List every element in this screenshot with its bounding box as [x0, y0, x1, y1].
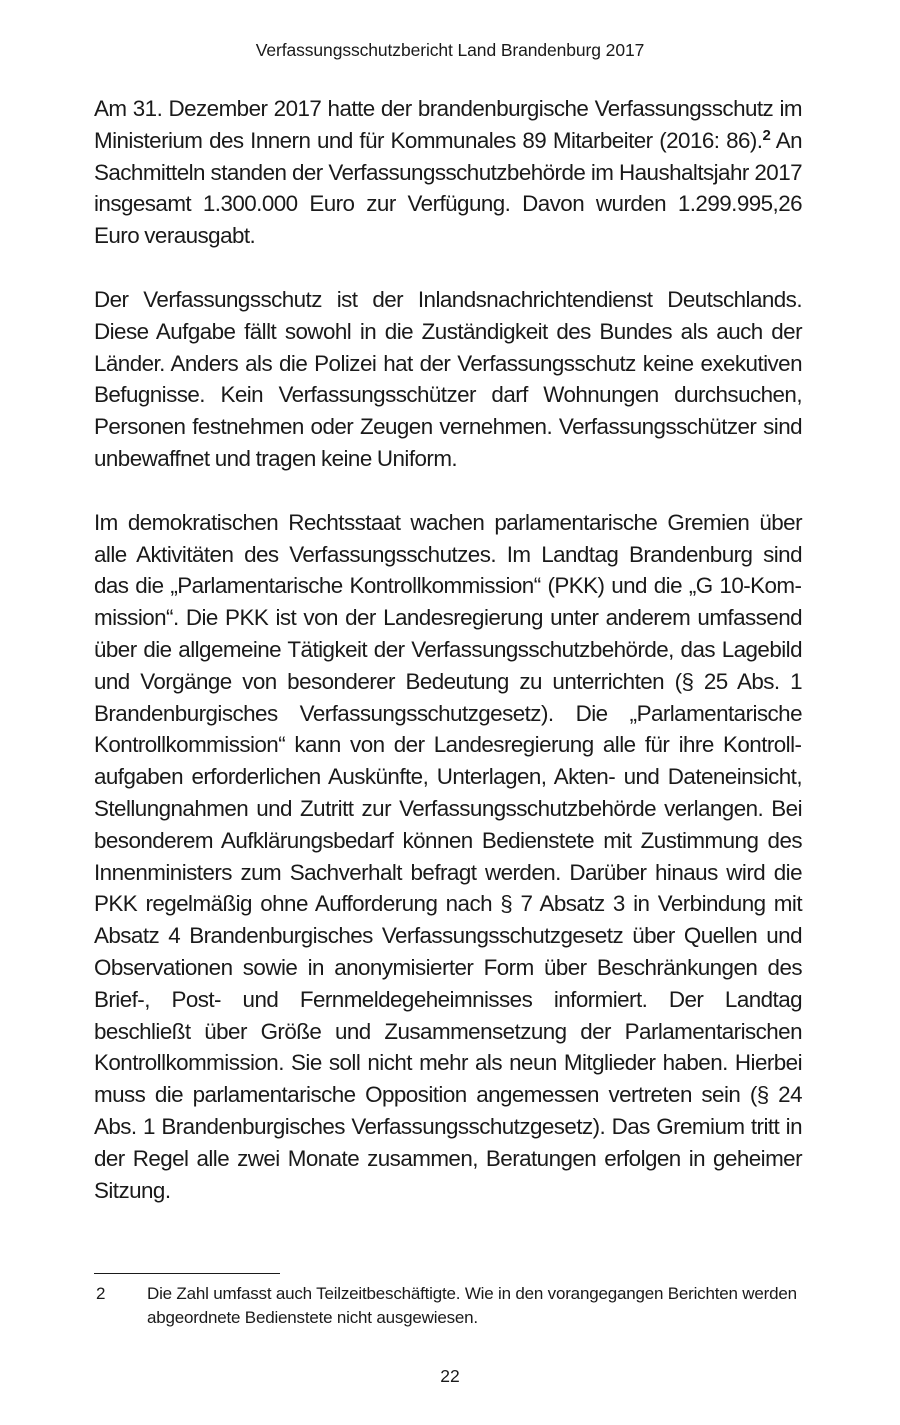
paragraph-staff-budget-text-end: An Sachmitteln standen der Verfassungsschutzbehörde im Haushaltsjahr 2017 insgesamt 1.300.000 Euro zur Verfügung. Davon wurden 1.299.995,26 Euro verausgabt.	[94, 127, 802, 249]
paragraph-staff-budget	[94, 93, 802, 252]
paragraph-parliamentary-control: Im demokratischen Rechtsstaat wachen parlamentarische Gremien über alle Aktivitäten des Verfassungsschutzes. Im Landtag Brandenburg sind das die „Parlamentarische Kontrollkommission“ (PKK) und die „G 10-Kommission“. Die PKK ist von der Landesregierung unter anderem umfassend über die allgemeine Tätigkeit der Verfassungsschutzbehörde, das Lagebild und Vorgänge von besonderer Bedeutung zu unterrichten (§ 25 Abs. 1 Brandenburgisches Verfassungsschutzgesetz). Die „Parlamentarische Kontrollkommission“ kann von der Landesregierung alle für ihre Kontrollaufgaben erforderlichen Auskünfte, Unterlagen, Akten- und Dateneinsicht, Stellungnahmen und Zutritt zur Verfassungsschutzbehörde verlangen. Bei besonderem Aufklärungsbedarf können Bedienstete mit Zustimmung des Innenministers zum Sachverhalt befragt werden. Darüber hinaus wird die PKK regelmäßig ohne Aufforderung nach § 7 Absatz 3 in Verbindung mit Absatz 4 Brandenburgisches Verfassungsschutzgesetz über Quellen und Observationen sowie in anonymisierter Form über Beschränkungen des Brief-, Post- und Fernmeldegeheimnisses informiert. Der Landtag beschließt über Größe und Zusammensetzung der Parlamentarischen Kontrollkommission. Sie soll nicht mehr als neun Mitglieder haben. Hierbei muss die parlamentarische Opposition angemessen vertreten sein (§ 24 Abs. 1 Brandenburgisches Verfassungsschutzgesetz). Das Gremium tritt in der Regel alle zwei Monate zusammen, Beratungen erfolgen in geheimer Sitzung.	[94, 509, 802, 1203]
footnote-number: 2	[96, 1284, 106, 1303]
paragraph-domestic-intelligence: Der Verfassungsschutz ist der Inlandsnachrichtendienst Deutschlands. Diese Aufgabe fällt sowohl in die Zuständigkeit des Bundes als auch der Länder. Anders als die Polizei hat der Verfassungsschutz keine exekutiven Befugnisse. Kein Verfassungsschützer darf Wohnungen durchsuchen, Personen festnehmen oder Zeugen vernehmen. Verfassungsschützer sind unbewaffnet und tragen keine Uniform.	[94, 286, 802, 471]
paragraph-staff-budget-text-start: Am 31. Dezember 2017 hatte der brandenburgische Verfassungsschutz im Ministerium des Innern und für Kommunales 89 Mitarbeiter (2016: 86).	[94, 96, 802, 153]
footnote	[94, 1282, 802, 1330]
footnote-reference: 2	[762, 126, 771, 144]
running-header: Verfassungsschutzbericht Land Brandenburg 2017	[255, 40, 645, 60]
page-number: 22	[440, 1366, 460, 1386]
body-text	[94, 93, 802, 1238]
footnote-separator	[94, 1273, 280, 1274]
footnote-text: Die Zahl umfasst auch Teilzeitbeschäftigte. Wie in den vorangegangen Berichten werden abgeordnete Bedienstete nicht ausgewiesen.	[147, 1284, 797, 1327]
